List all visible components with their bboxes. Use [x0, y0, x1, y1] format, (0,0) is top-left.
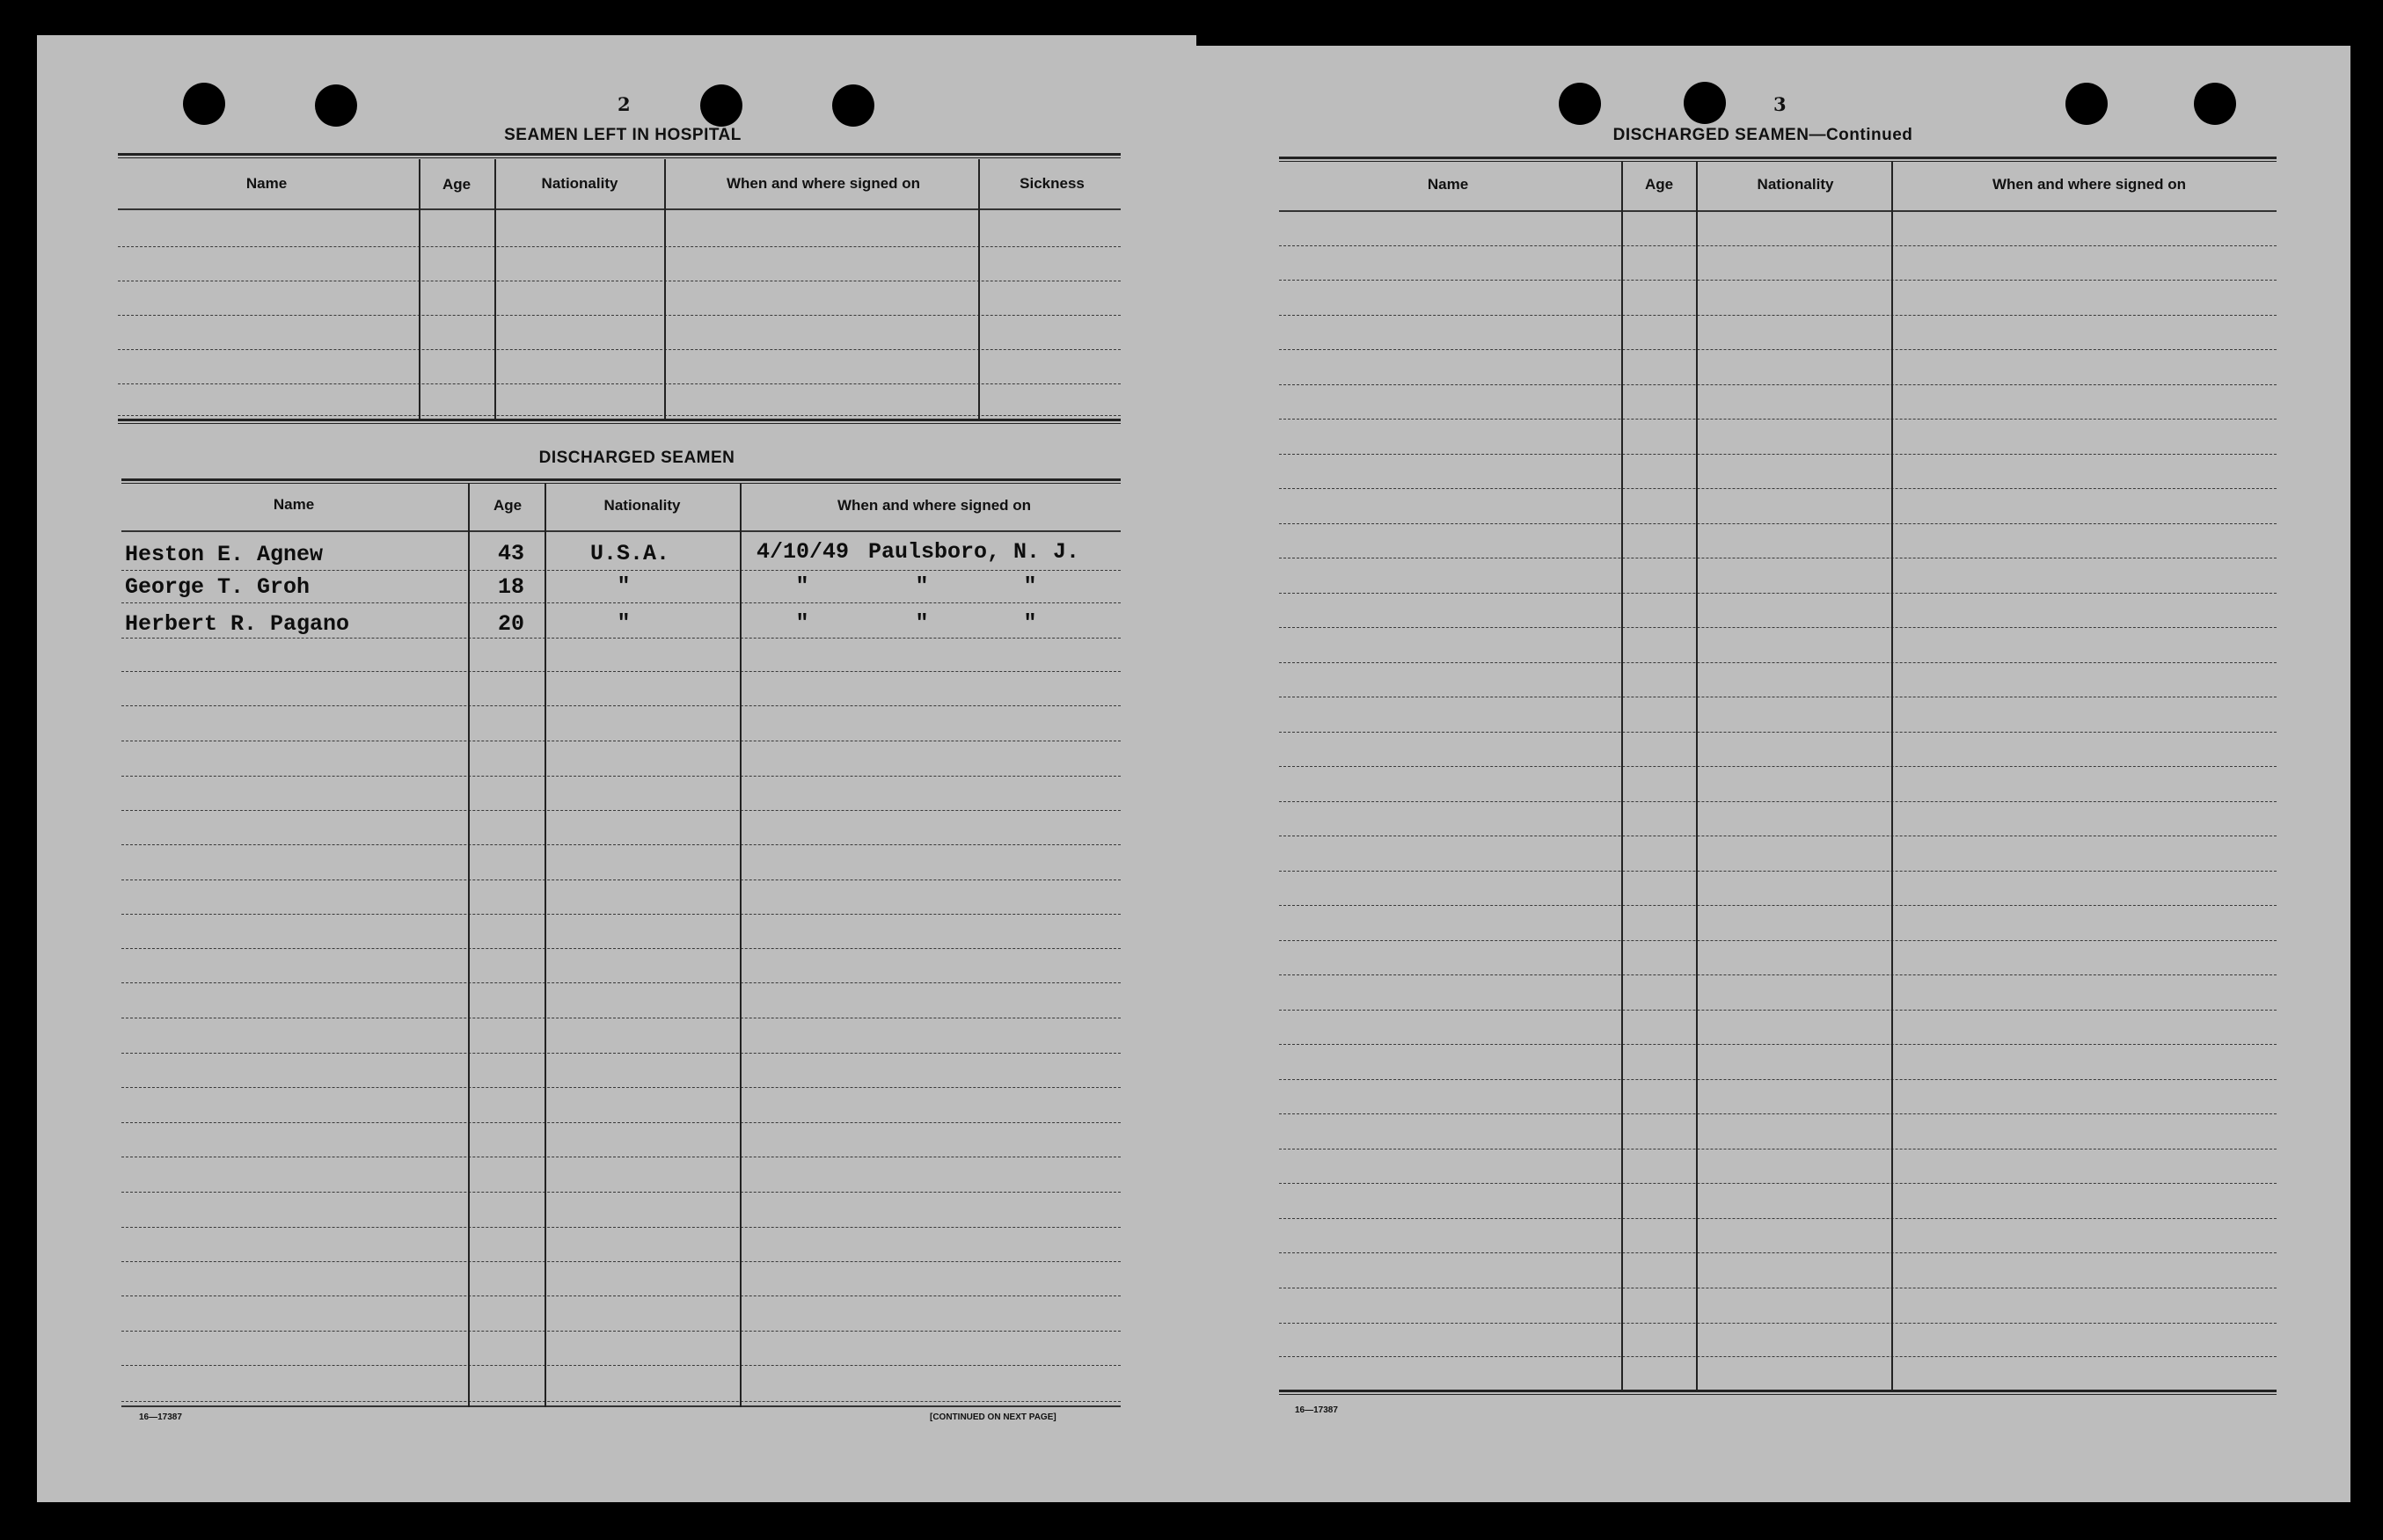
ruled-line: [121, 1122, 1121, 1123]
header-rule: [121, 530, 1121, 532]
ruled-line: [1279, 662, 2277, 663]
ruled-line: [1279, 940, 2277, 941]
ruled-line: [1279, 1183, 2277, 1184]
seaman-age: 18: [498, 574, 525, 600]
column-divider: [1696, 162, 1698, 1391]
ruled-line: [118, 315, 1121, 316]
discharged-section-title: DISCHARGED SEAMEN: [538, 449, 735, 467]
column-divider: [494, 159, 496, 421]
ruled-line: [121, 1087, 1121, 1088]
continued-note: [CONTINUED ON NEXT PAGE]: [930, 1412, 1056, 1422]
seaman-name: George T. Groh: [125, 574, 311, 600]
column-header-signed-on: When and where signed on: [726, 175, 921, 192]
ditto-mark: ": [617, 610, 631, 636]
seaman-age: 43: [498, 541, 525, 566]
header-rule: [118, 208, 1121, 210]
ruled-line: [121, 1261, 1121, 1262]
ruled-line: [121, 705, 1121, 706]
ruled-line: [121, 982, 1121, 983]
ruled-line: [121, 810, 1121, 811]
column-header-nationality: Nationality: [541, 175, 618, 192]
column-header-age: Age: [442, 176, 471, 193]
left-page: [37, 35, 1196, 1502]
ruled-line: [121, 602, 1121, 603]
ruled-line: [1279, 593, 2277, 594]
column-divider: [978, 159, 980, 421]
column-header-age: Age: [493, 497, 523, 514]
ruled-line: [121, 844, 1121, 845]
column-header-name: Name: [245, 175, 288, 192]
ruled-line: [1279, 245, 2277, 246]
column-divider: [545, 484, 546, 1407]
page-number: 3: [1773, 93, 1787, 115]
signed-on-place: Paulsboro, N. J.: [868, 539, 1080, 565]
column-divider: [1621, 162, 1623, 1391]
ruled-line: [1279, 1252, 2277, 1253]
seaman-name: Heston E. Agnew: [125, 542, 324, 567]
column-header-name: Name: [1427, 176, 1469, 193]
column-header-sickness: Sickness: [1020, 175, 1085, 192]
ruled-line: [1279, 1044, 2277, 1045]
ruled-line: [1279, 488, 2277, 489]
ruled-line: [121, 570, 1121, 571]
ruled-line: [1279, 523, 2277, 524]
ruled-line: [121, 948, 1121, 949]
ruled-line: [1279, 766, 2277, 767]
ruled-line: [121, 1401, 1121, 1402]
ruled-line: [1279, 315, 2277, 316]
ruled-line: [118, 383, 1121, 384]
table-top-rule: [118, 153, 1121, 158]
table-top-rule: [1279, 157, 2277, 162]
page-title-main: DISCHARGED SEAMEN: [1612, 126, 1809, 144]
seaman-age: 20: [498, 611, 525, 637]
ruled-line: [1279, 732, 2277, 733]
ditto-mark: ": [915, 573, 929, 599]
ditto-mark: ": [915, 610, 929, 636]
form-number: 16—17387: [139, 1412, 182, 1422]
punch-hole: [1559, 83, 1601, 125]
column-divider: [1891, 162, 1893, 1391]
ruled-line: [1279, 1323, 2277, 1324]
column-divider: [740, 484, 742, 1407]
column-header-nationality: Nationality: [603, 497, 681, 514]
ditto-mark: ": [795, 610, 809, 636]
ruled-line: [118, 415, 1121, 416]
column-header-name: Name: [273, 496, 315, 513]
ditto-mark: ": [1023, 573, 1037, 599]
ruled-line: [1279, 1149, 2277, 1150]
header-rule: [1279, 210, 2277, 212]
form-number: 16—17387: [1295, 1405, 1338, 1415]
punch-hole: [315, 84, 357, 127]
ruled-line: [121, 638, 1121, 639]
right-page: [1195, 46, 2350, 1502]
signed-on-date: 4/10/49: [757, 539, 850, 565]
page-number: 2: [618, 93, 631, 115]
column-divider: [664, 159, 666, 421]
column-divider: [419, 159, 420, 421]
ruled-line: [121, 671, 1121, 672]
ruled-line: [121, 879, 1121, 880]
ruled-line: [121, 1331, 1121, 1332]
punch-hole: [700, 84, 742, 127]
column-header-age: Age: [1644, 176, 1674, 193]
seaman-nationality: U.S.A.: [590, 541, 670, 566]
ruled-line: [1279, 1218, 2277, 1219]
punch-hole: [2194, 83, 2236, 125]
column-header-signed-on: When and where signed on: [837, 497, 1032, 514]
ruled-line: [121, 776, 1121, 777]
ruled-line: [121, 1295, 1121, 1296]
punch-hole: [1684, 82, 1726, 124]
ruled-line: [1279, 454, 2277, 455]
ruled-line: [121, 1053, 1121, 1054]
column-header-nationality: Nationality: [1757, 176, 1834, 193]
ruled-line: [1279, 384, 2277, 385]
table-bottom-rule: [121, 1405, 1121, 1407]
ruled-line: [1279, 905, 2277, 906]
punch-hole: [183, 83, 225, 125]
ruled-line: [118, 349, 1121, 350]
ruled-line: [121, 1192, 1121, 1193]
page-title: [1613, 126, 1913, 145]
ruled-line: [1279, 419, 2277, 420]
ruled-line: [118, 246, 1121, 247]
table-bottom-rule: [1279, 1390, 2277, 1395]
column-header-signed-on: When and where signed on: [1992, 176, 2187, 193]
ruled-line: [1279, 871, 2277, 872]
ruled-line: [1279, 627, 2277, 628]
table-bottom-rule: [118, 419, 1121, 424]
ruled-line: [1279, 1113, 2277, 1114]
ruled-line: [1279, 1079, 2277, 1080]
ruled-line: [1279, 280, 2277, 281]
ruled-line: [1279, 349, 2277, 350]
ditto-mark: ": [617, 573, 631, 599]
ruled-line: [1279, 1010, 2277, 1011]
ruled-line: [121, 1365, 1121, 1366]
table-top-rule: [121, 478, 1121, 484]
ruled-line: [1279, 1356, 2277, 1357]
ruled-line: [1279, 801, 2277, 802]
page-title-suffix: —Continued: [1809, 126, 1913, 144]
punch-hole: [832, 84, 874, 127]
hospital-section-title: SEAMEN LEFT IN HOSPITAL: [504, 126, 742, 144]
ditto-mark: ": [1023, 610, 1037, 636]
punch-hole: [2065, 83, 2108, 125]
ditto-mark: ": [795, 573, 809, 599]
seaman-name: Herbert R. Pagano: [125, 611, 350, 637]
ruled-line: [1279, 974, 2277, 975]
ruled-line: [121, 914, 1121, 915]
column-divider: [468, 484, 470, 1407]
ruled-line: [121, 1227, 1121, 1228]
